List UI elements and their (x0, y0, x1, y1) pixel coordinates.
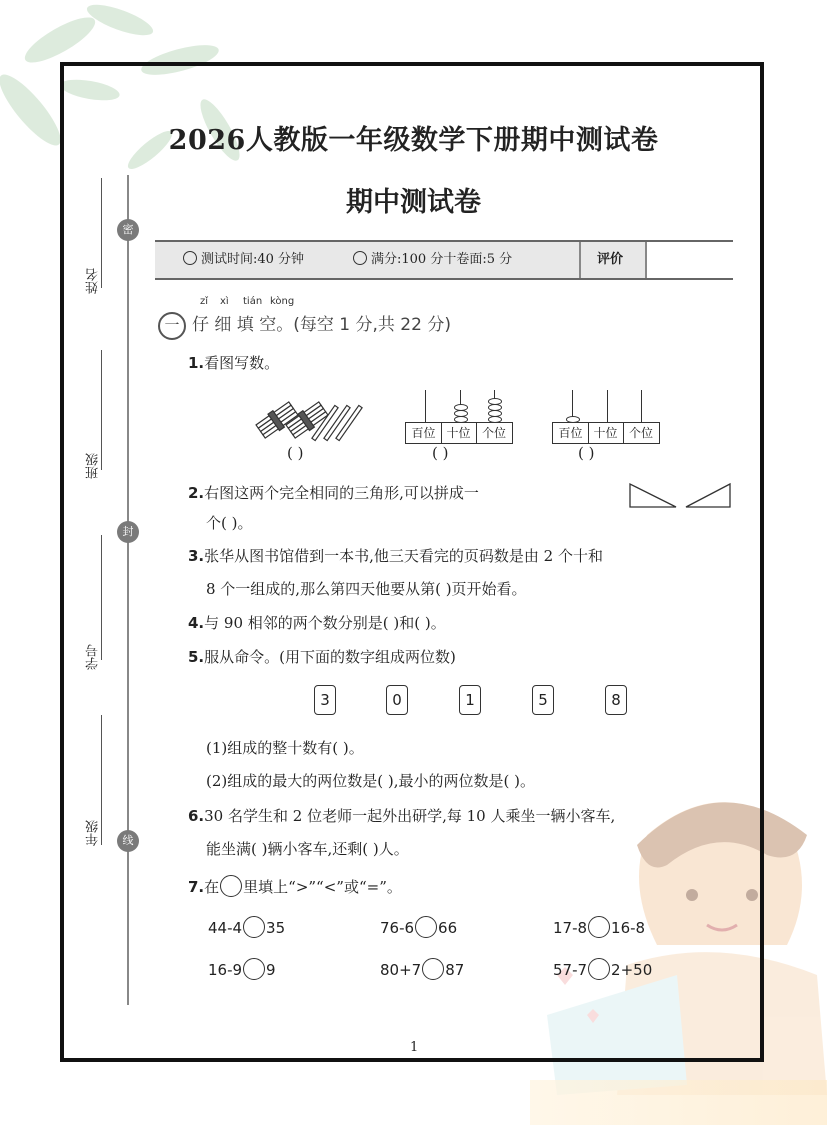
evaluation-box[interactable] (647, 242, 733, 278)
circle-icon (220, 875, 242, 897)
evaluation-label: 评价 (597, 252, 624, 267)
seal-circle-feng: 封 (117, 521, 139, 543)
question-7: 7.在 里填上“>”“<”或“=”。 (188, 875, 402, 897)
answer-blank[interactable]: ( ) (287, 444, 304, 462)
compare-circle[interactable] (422, 958, 444, 980)
triangles-figure (628, 482, 734, 510)
answer-blank[interactable]: ( ) (578, 444, 595, 462)
compare-item: 80+7 87 (380, 958, 464, 980)
question-6-line2: 能坐满( )辆小客车,还剩( )人。 (206, 840, 409, 858)
digit-card: 0 (386, 685, 408, 715)
section-note: 。(每空 1 分,共 22 分) (276, 315, 451, 335)
bottom-decoration (530, 1080, 827, 1125)
answer-blank[interactable]: ( ) (432, 444, 449, 462)
full-score: 满分:100 分十卷面:5 分 (371, 252, 513, 267)
compare-circle[interactable] (588, 916, 610, 938)
digit-card: 8 (605, 685, 627, 715)
compare-circle[interactable] (243, 958, 265, 980)
class-blank[interactable] (101, 350, 102, 470)
question-1: 1.看图写数。 (188, 354, 280, 372)
test-time: 测试时间:40 分钟 (201, 252, 305, 267)
divider (579, 242, 581, 278)
page-title: 2026人教版一年级数学下册期中测试卷 (168, 125, 659, 156)
sticks-picture (255, 395, 370, 445)
question-3-line2: 8 个一组成的,那么第四天他要从第( )页开始看。 (206, 580, 527, 598)
compare-item: 16-9 9 (208, 958, 276, 980)
question-5-part1: (1)组成的整十数有( )。 (206, 739, 364, 757)
page-number: 1 (410, 1040, 419, 1055)
question-3: 3.张华从图书馆借到一本书,他三天看完的页码数是由 2 个十和 (188, 547, 603, 565)
question-4: 4.与 90 相邻的两个数分别是( )和( )。 (188, 614, 446, 632)
question-6: 6.30 名学生和 2 位老师一起外出研学,每 10 人乘坐一辆小客车, (188, 807, 616, 825)
digit-card: 5 (532, 685, 554, 715)
student-id-blank[interactable] (101, 535, 102, 660)
seal-circle-xian: 线 (117, 830, 139, 852)
grade-label: 年级 (86, 820, 101, 846)
binding-line (127, 175, 129, 1005)
compare-circle[interactable] (415, 916, 437, 938)
name-label: 姓名 (86, 268, 101, 294)
question-5-part2: (2)组成的最大的两位数是( ),最小的两位数是( )。 (206, 772, 535, 790)
digit-card: 1 (459, 685, 481, 715)
question-2-line2: 个( )。 (206, 514, 253, 532)
compare-circle[interactable] (243, 916, 265, 938)
student-id-label: 学号 (86, 644, 101, 670)
question-2: 2.右图这两个完全相同的三角形,可以拼成一 (188, 484, 479, 502)
compare-circle[interactable] (588, 958, 610, 980)
pinyin-tian: tián (243, 296, 263, 307)
clock-icon (183, 251, 197, 265)
check-icon (353, 251, 367, 265)
compare-item: 57-7 2+50 (553, 958, 652, 980)
section-header (158, 310, 451, 340)
pinyin-xi: xì (220, 296, 229, 307)
section-number: 一 (158, 312, 186, 340)
section-title: 仔 细 填 空 (192, 315, 277, 335)
digit-card: 3 (314, 685, 336, 715)
seal-circle-mi: 密 (117, 219, 139, 241)
compare-item: 17-8 16-8 (553, 916, 645, 938)
question-5: 5.服从命令。(用下面的数字组成两位数) (188, 648, 456, 666)
test-info-bar (155, 240, 733, 280)
compare-item: 76-6 66 (380, 916, 457, 938)
pinyin-kong: kòng (270, 296, 295, 307)
class-label: 班级 (86, 453, 101, 479)
compare-item: 44-4 35 (208, 916, 285, 938)
pinyin-zi: zǐ (200, 296, 209, 307)
page-subtitle: 期中测试卷 (346, 187, 481, 218)
